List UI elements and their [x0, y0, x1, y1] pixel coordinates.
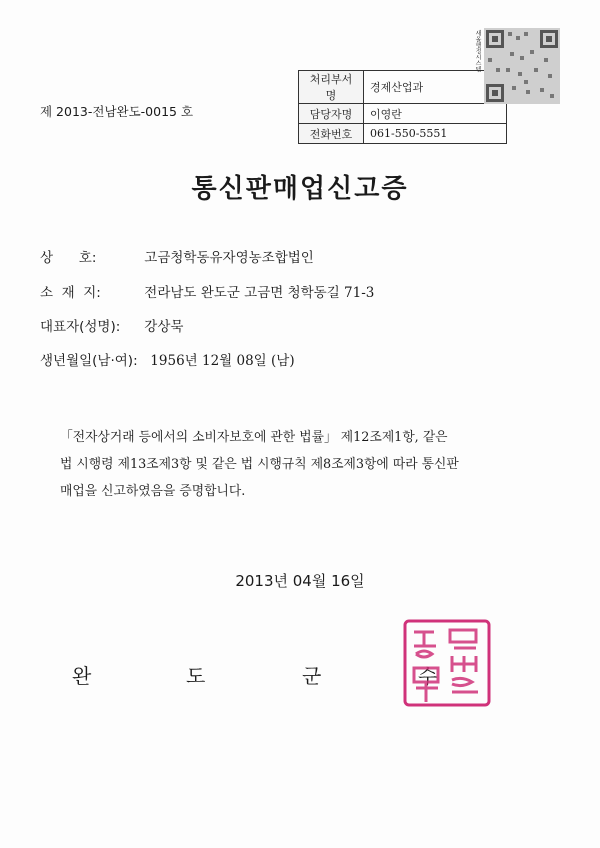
document-number: 제 2013-전남완도-0015 호: [40, 104, 194, 119]
info-key: 전화번호: [299, 124, 364, 144]
field-value: 강상묵: [144, 319, 184, 335]
field-label: 대표자(성명):: [40, 319, 121, 335]
issue-date: 2013년 04월 16일: [235, 572, 365, 590]
info-value: 061-550-5551: [364, 124, 507, 144]
field-value: 1956년 12월 08일 (남): [150, 353, 295, 369]
field-label: 소 재 지:: [40, 285, 101, 301]
field-business-name: [40, 246, 314, 266]
certification-text: [60, 424, 550, 505]
field-representative: [40, 315, 183, 335]
qr-system-label: 새올행정시스템: [474, 30, 481, 72]
issuer-char: 군: [302, 664, 322, 688]
body-line: 「전자상거래 등에서의 소비자보호에 관한 법률」 제12조제1항, 같은: [60, 430, 448, 445]
issuer-char: 수: [418, 664, 438, 688]
body-line: 매업을 신고하였음을 증명합니다.: [60, 484, 246, 499]
qr-code-icon: [484, 28, 560, 104]
table-row: [299, 124, 507, 144]
info-key: 처리부서명: [299, 71, 364, 104]
body-line: 법 시행령 제13조제3항 및 같은 법 시행규칙 제8조제3항에 따라 통신판: [60, 457, 459, 472]
field-label: 생년월일(남·여):: [40, 353, 138, 369]
info-value: 이영란: [364, 104, 507, 124]
info-value: 경제산업과: [364, 71, 507, 104]
field-address: [40, 281, 374, 301]
field-value: 고금청학동유자영농조합법인: [144, 250, 314, 266]
info-key: 담당자명: [299, 104, 364, 124]
document-title: 통신판매업신고증: [191, 174, 409, 204]
issuer-char: 완: [72, 664, 92, 688]
field-value: 전라남도 완도군 고금면 청학동길 71-3: [144, 285, 375, 301]
official-seal-icon: [402, 618, 492, 708]
field-birthdate: [40, 349, 295, 369]
table-row: [299, 104, 507, 124]
issuer-char: 도: [186, 664, 206, 688]
field-label: 상 호:: [40, 250, 97, 266]
